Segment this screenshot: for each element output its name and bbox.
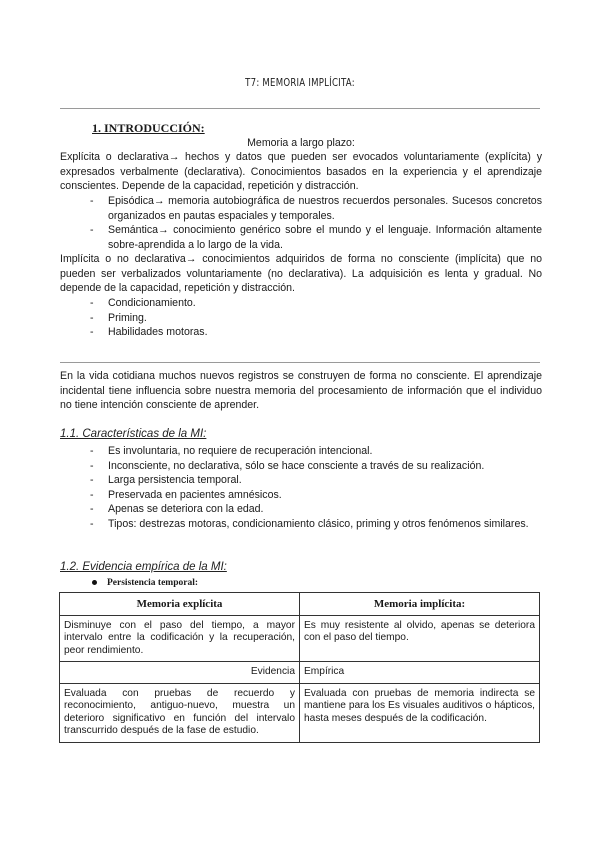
list-item: - Es involuntaria, no requiere de recuperación intencional. bbox=[90, 444, 542, 459]
table-cell: Disminuye con el paso del tiempo, a mayor intervalo entre la codificación y la recuperación, peor rendimiento. bbox=[60, 615, 300, 662]
bullet-dot-icon bbox=[92, 580, 97, 585]
characteristics-list bbox=[90, 444, 542, 531]
table-cell: Es muy resistente al olvido, apenas se deteriora con el paso del tiempo. bbox=[300, 615, 540, 662]
subtitle-memoria-largo-plazo: Memoria a largo plazo: bbox=[247, 137, 355, 149]
comparison-table bbox=[59, 592, 540, 743]
implicit-memory-list bbox=[90, 296, 542, 340]
page-title: T7: MEMORIA IMPLÍCITA: bbox=[245, 76, 355, 89]
list-item: - Inconsciente, no declarativa, sólo se hace consciente a través de su realización. bbox=[90, 459, 542, 474]
divider bbox=[60, 362, 540, 363]
explicit-memory-list bbox=[90, 194, 542, 252]
table-row bbox=[60, 662, 540, 684]
table-row bbox=[60, 593, 540, 616]
table-cell: Evaluada con pruebas de memoria indirecta se mantiene para los Es visuales auditivos o hápticos, hasta meses después de la codificación. bbox=[300, 683, 540, 742]
table-cell: Empírica bbox=[300, 662, 540, 684]
bullet-label: Persistencia temporal: bbox=[107, 578, 199, 588]
section-heading-caracteristicas: 1.1. Características de la MI: bbox=[60, 428, 207, 440]
list-item: - Priming. bbox=[90, 311, 542, 326]
list-item: - Habilidades motoras. bbox=[90, 325, 542, 340]
table-row bbox=[60, 615, 540, 662]
explicit-memory-paragraph: Explícita o declarativa→ hechos y datos que pueden ser evocados voluntariamente (explícita) y expresados verbalmente (declarativa). Conocimientos basados en la experiencia y el aprendizaje conscientes. Depende de la capacidad, repetición y distracción. bbox=[60, 151, 542, 192]
list-item: - Episódica→ memoria autobiográfica de nuestros recuerdos personales. Sucesos concretos organizados en pautas espaciales y temporales. bbox=[90, 194, 542, 223]
list-item: - Semántica→ conocimiento genérico sobre el mundo y el lenguaje. Información altamente sobre-aprendida a lo largo de la vida. bbox=[90, 223, 542, 252]
table-cell: Evidencia bbox=[60, 662, 300, 684]
daily-life-paragraph: En la vida cotidiana muchos nuevos registros se construyen de forma no consciente. El aprendizaje incidental tiene influencia sobre nuestra memoria del procesamiento de información que el individuo no tiene intención consciente de aprender. bbox=[60, 370, 542, 411]
list-item: - Condicionamiento. bbox=[90, 296, 542, 311]
table-cell: Evaluada con pruebas de recuerdo y reconocimiento, antiguo-nuevo, muestra un deterioro significativo en función del intervalo transcurrido después de la fase de estudio. bbox=[60, 683, 300, 742]
implicit-memory-paragraph: Implícita o no declarativa→ conocimientos adquiridos de forma no consciente (implícita) que no pueden ser verbalizados voluntariamente (no declarativa). La adquisición es lenta y gradual. No depende de la capacidad, repetición y distracción. bbox=[60, 253, 542, 294]
section-heading-introduccion: 1. INTRODUCCIÓN: bbox=[92, 121, 205, 135]
list-item: - Tipos: destrezas motoras, condicionamiento clásico, priming y otros fenómenos similares. bbox=[90, 517, 542, 532]
section-heading-evidencia: 1.2. Evidencia empírica de la MI: bbox=[60, 561, 227, 573]
divider bbox=[60, 108, 540, 109]
list-item: - Apenas se deteriora con la edad. bbox=[90, 502, 542, 517]
list-item: - Preservada en pacientes amnésicos. bbox=[90, 488, 542, 503]
table-row bbox=[60, 683, 540, 742]
table-header-implicita: Memoria implícita: bbox=[300, 593, 540, 616]
list-item: - Larga persistencia temporal. bbox=[90, 473, 542, 488]
table-header-explicita: Memoria explícita bbox=[60, 593, 300, 616]
bullet-persistencia bbox=[92, 578, 198, 588]
